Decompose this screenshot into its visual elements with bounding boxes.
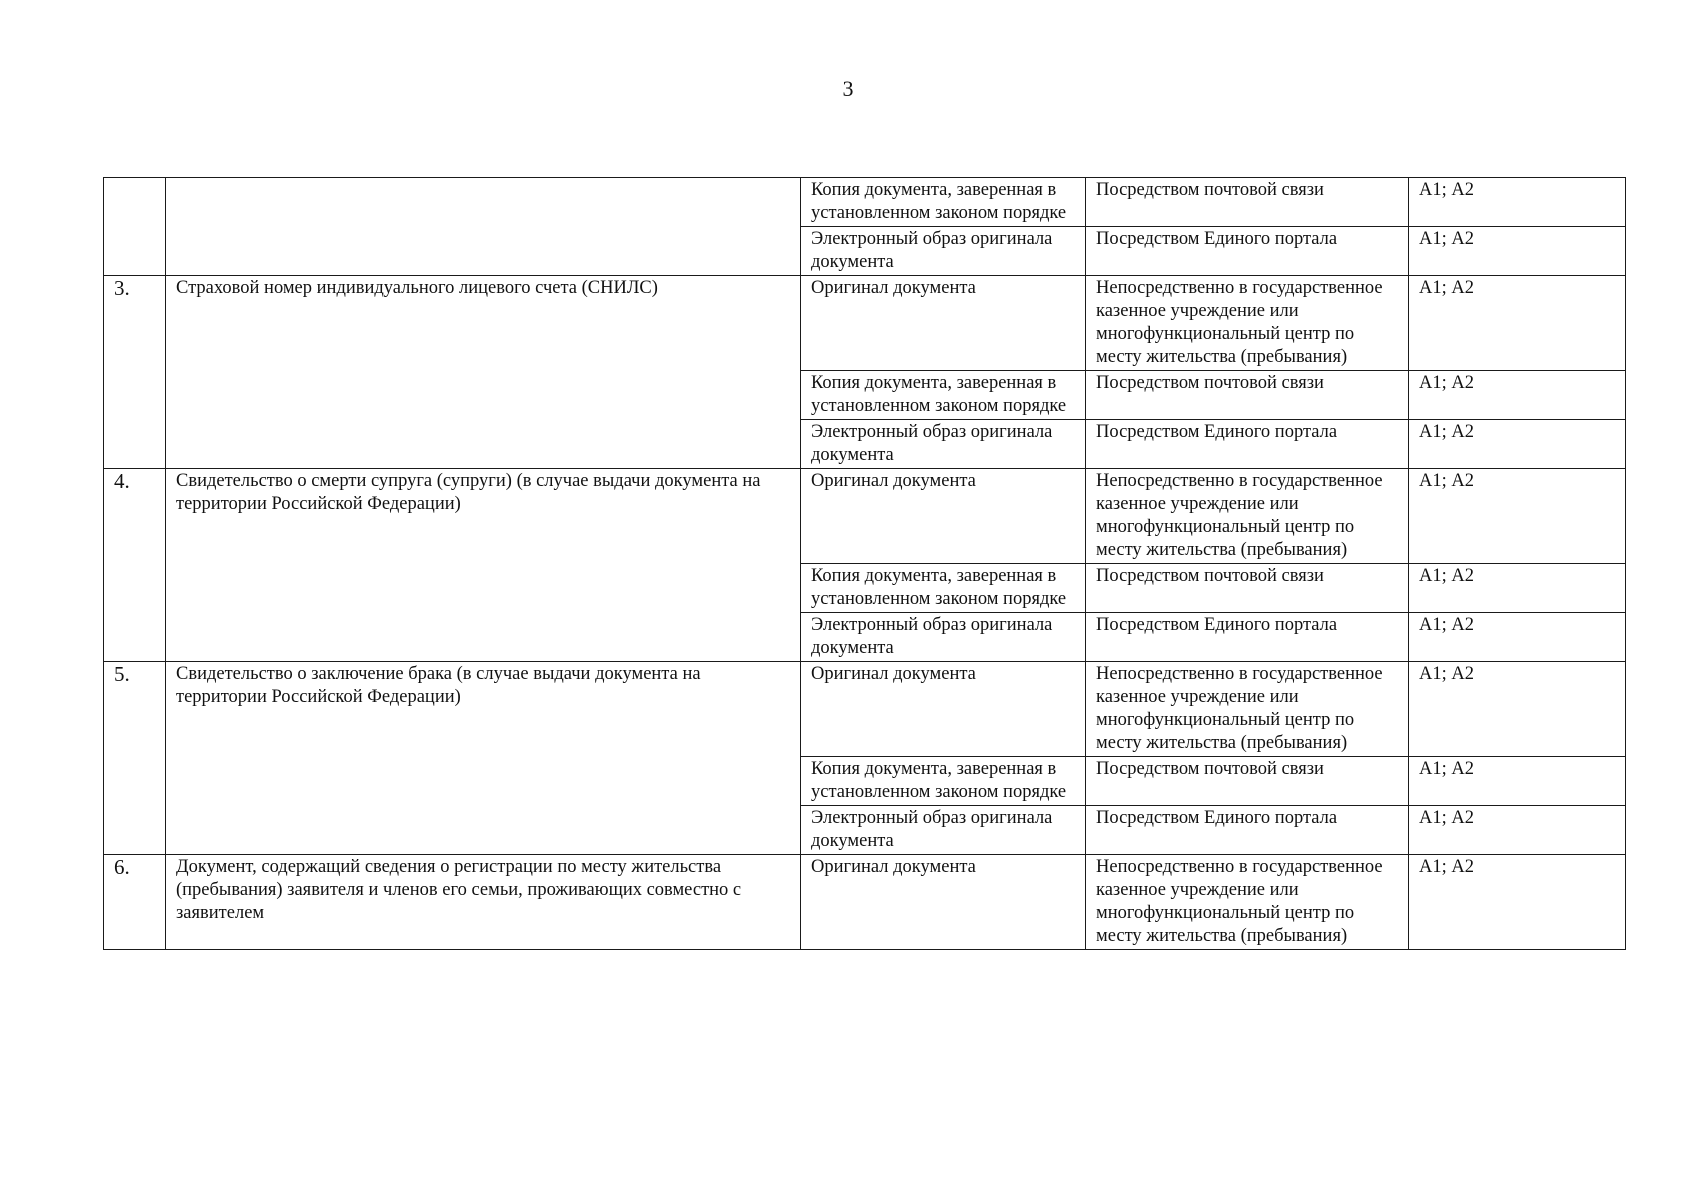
document-name-cell: Страховой номер индивидуального лицевого счета (СНИЛС) xyxy=(166,276,801,469)
document-form-cell: Оригинал документа xyxy=(801,469,1086,564)
document-form-cell: Оригинал документа xyxy=(801,662,1086,757)
submission-method-cell: Непосредственно в государственное казенное учреждение или многофункциональный центр по месту жительства (пребывания) xyxy=(1086,469,1409,564)
result-code-cell: А1; А2 xyxy=(1409,469,1626,564)
row-number-cell: 6. xyxy=(104,855,166,950)
row-number-cell: 5. xyxy=(104,662,166,855)
documents-table xyxy=(103,177,1626,950)
document-form-cell: Копия документа, заверенная в установленном законом порядке xyxy=(801,564,1086,613)
submission-method-cell: Посредством Единого портала xyxy=(1086,806,1409,855)
table-row xyxy=(104,276,1626,371)
result-code-cell: А1; А2 xyxy=(1409,371,1626,420)
table-row xyxy=(104,855,1626,950)
documents-table-body xyxy=(104,178,1626,950)
submission-method-cell: Посредством почтовой связи xyxy=(1086,371,1409,420)
document-form-cell: Копия документа, заверенная в установленном законом порядке xyxy=(801,757,1086,806)
row-number-cell: 4. xyxy=(104,469,166,662)
result-code-cell: А1; А2 xyxy=(1409,806,1626,855)
document-form-cell: Копия документа, заверенная в установленном законом порядке xyxy=(801,371,1086,420)
submission-method-cell: Непосредственно в государственное казенное учреждение или многофункциональный центр по месту жительства (пребывания) xyxy=(1086,276,1409,371)
result-code-cell: А1; А2 xyxy=(1409,178,1626,227)
table-row xyxy=(104,662,1626,757)
table-row xyxy=(104,178,1626,227)
document-form-cell: Электронный образ оригинала документа xyxy=(801,806,1086,855)
page-number: 3 xyxy=(842,76,854,101)
document-form-cell: Оригинал документа xyxy=(801,276,1086,371)
document-form-cell: Оригинал документа xyxy=(801,855,1086,950)
submission-method-cell: Посредством Единого портала xyxy=(1086,227,1409,276)
document-form-cell: Электронный образ оригинала документа xyxy=(801,227,1086,276)
document-form-cell: Электронный образ оригинала документа xyxy=(801,420,1086,469)
submission-method-cell: Посредством почтовой связи xyxy=(1086,564,1409,613)
submission-method-cell: Посредством Единого портала xyxy=(1086,420,1409,469)
table-row xyxy=(104,469,1626,564)
submission-method-cell: Непосредственно в государственное казенное учреждение или многофункциональный центр по месту жительства (пребывания) xyxy=(1086,855,1409,950)
document-name-cell xyxy=(166,178,801,276)
result-code-cell: А1; А2 xyxy=(1409,613,1626,662)
result-code-cell: А1; А2 xyxy=(1409,757,1626,806)
submission-method-cell: Посредством почтовой связи xyxy=(1086,178,1409,227)
result-code-cell: А1; А2 xyxy=(1409,662,1626,757)
result-code-cell: А1; А2 xyxy=(1409,855,1626,950)
submission-method-cell: Посредством Единого портала xyxy=(1086,613,1409,662)
document-name-cell: Документ, содержащий сведения о регистрации по месту жительства (пребывания) заявителя и членов его семьи, проживающих совместно с заявителем xyxy=(166,855,801,950)
result-code-cell: А1; А2 xyxy=(1409,420,1626,469)
row-number-cell: 3. xyxy=(104,276,166,469)
result-code-cell: А1; А2 xyxy=(1409,227,1626,276)
submission-method-cell: Непосредственно в государственное казенное учреждение или многофункциональный центр по месту жительства (пребывания) xyxy=(1086,662,1409,757)
document-name-cell: Свидетельство о заключение брака (в случае выдачи документа на территории Российской Федерации) xyxy=(166,662,801,855)
document-form-cell: Копия документа, заверенная в установленном законом порядке xyxy=(801,178,1086,227)
result-code-cell: А1; А2 xyxy=(1409,564,1626,613)
document-form-cell: Электронный образ оригинала документа xyxy=(801,613,1086,662)
row-number-cell xyxy=(104,178,166,276)
result-code-cell: А1; А2 xyxy=(1409,276,1626,371)
submission-method-cell: Посредством почтовой связи xyxy=(1086,757,1409,806)
document-name-cell: Свидетельство о смерти супруга (супруги) (в случае выдачи документа на территории Российской Федерации) xyxy=(166,469,801,662)
